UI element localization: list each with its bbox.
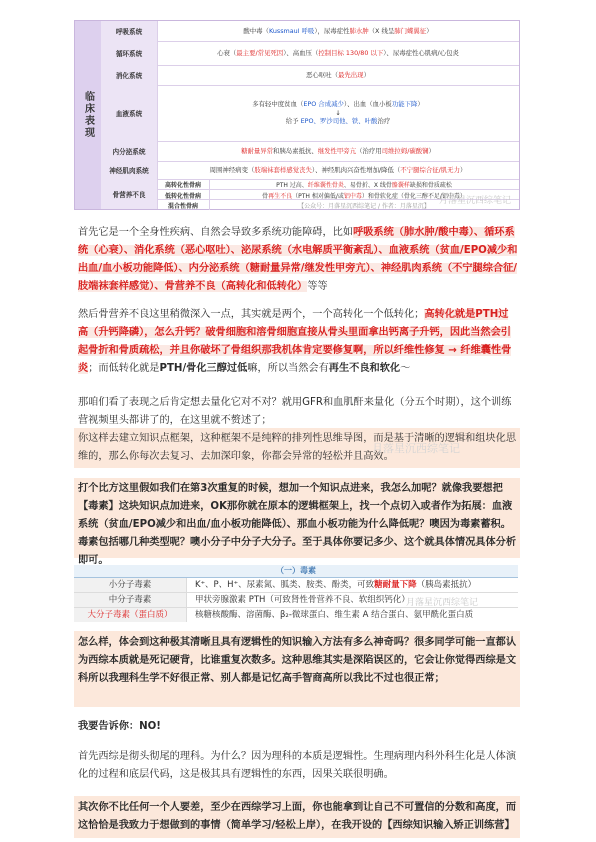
paragraph-framework: 你这样去建立知识点框架，这种框架不是纯粹的排列性思维导图，而是基于清晰的逻辑和组块化思维的，那么你每次去复习、去加深印象，你都会异常的轻松并且高效。 (78, 433, 517, 462)
toxin-name: 大分子毒素（蛋白质） (74, 608, 187, 622)
table-header-cell (75, 21, 102, 209)
unused-10 (74, 477, 520, 563)
sub-row-label: 高转化性骨病 (157, 179, 210, 189)
toxin-value: 甲状旁腺激素 PTH（可致肾性骨营养不良、软组织钙化） (195, 595, 410, 605)
table-row-neuromuscular (101, 161, 519, 180)
toxin-name: 小分子毒素 (74, 578, 187, 592)
clinical-manifestations-table (74, 20, 520, 210)
system-description: 恶心呕吐（最先出现） (306, 70, 370, 79)
sub-row-high-turnover (157, 179, 519, 189)
table-row-respiratory (101, 21, 519, 42)
table-row (74, 578, 518, 593)
system-label: 骨营养不良 (101, 179, 158, 209)
sub-row-label: 混合性骨病 (157, 200, 210, 210)
toxin-name: 中分子毒素 (74, 593, 187, 607)
system-label: 神经肌肉系统 (101, 161, 158, 179)
system-label: 呼吸系统 (101, 21, 158, 41)
paragraph-bone: 然后骨营养不良这里稍微深入一点，其实就是两个，一个高转化一个低转化；高转化就是PTH过高（升钙降磷），怎么升钙？破骨细胞和溶骨细胞直接从骨头里面拿出钙离子升钙，因此当然会引起骨折和骨质疏松，并且你破坏了骨组织那我机体肯定要修复啊，所以纤维性修复 → 纤维囊性骨炎；而低转化就是PTH/骨化三醇过低嘛，所以当然会有再生不良和软化～ (78, 309, 512, 374)
sub-row-label: 低转化性骨病 (157, 190, 210, 200)
paragraph-method: 怎么样，体会到这种极其清晰且具有逻辑性的知识输入方法有多么神奇吗？很多同学可能一直都认为西综本质就是死记硬背，比谁重复次数多。这种思维其实是深陷误区的，它会让你觉得西综是文科所以我理科生学不好很正常、别人都是记忆高手智商高所以我比不过也很正常； (78, 637, 517, 684)
toxin-table-watermark: 月落星沉西综笔记 (405, 598, 478, 608)
paragraph-example-text: 打个比方这里假如我们在第3次重复的时候，想加一个知识点进来，我怎么加呢？就像我要想把【毒素】这块知识点加进来，OK那你就在原本的逻辑框架上，找一个点切入或者作为拓展：血液系统（贫血/EPO减少和出血/血小板功能降低）、那血小板功能为什么降低呢？噢因为毒素蓄积。毒素包括哪几种类型呢？噢小分子中分子大分子。至于具体你要记多少、这个就具体情况具体分析即可。 (78, 483, 517, 566)
table-watermark: 月落星沉西综笔记 (438, 196, 511, 206)
system-description: 酸中毒（Kussmaul 呼吸），尿毒症性肺水肿（X 线呈肺门蝶翼征） (243, 26, 433, 35)
system-description: 多有轻中度贫血（EPO 合成减少）、出血（血小板功能下降） ↓ 给予 EPO、罗沙司他、铁、叶酸治疗 (252, 100, 424, 126)
table-row-endocrine (101, 141, 519, 162)
page-watermark: 月落星沉西综笔记 (372, 442, 460, 455)
system-label: 血液系统 (101, 85, 158, 141)
paragraph-closing: 其次你不比任何一个人要差，至少在西综学习上面，你也能拿到让自己不可置信的分数和高度，而这恰恰是我致力于想做到的事情（简单学习/轻松上岸），在我开设的【西综知识输入矫正训练营】 (78, 802, 517, 831)
toxin-table (74, 565, 518, 619)
down-arrow-icon: ↓ (335, 108, 341, 117)
table-row-circulatory (101, 41, 519, 66)
table-row-blood (101, 85, 519, 142)
table-row-digestive (101, 65, 519, 86)
system-description: 周围神经病变（肢端袜套样感觉丧失）、神经肌肉兴奋性增加/降低（不宁腿综合征/肌无力） (209, 165, 467, 174)
system-description: 糖耐量异常和胰岛素抵抗、继发性甲旁亢（治疗用司维拉姆/碳酸镧） (241, 146, 435, 155)
system-label: 循环系统 (101, 41, 158, 65)
sub-row-description: 【公众号：月落星沉西综笔记 / 作者：月落星沉】 (298, 202, 430, 210)
system-description: 心衰（最主要/常见死因）、高血压（控制目标 130/80 以下）、尿毒症性心肌病/心包炎 (217, 48, 459, 57)
sub-row-description: PTH 过高、 纤维囊性骨炎 、易骨折、X 线骨 骼囊样 缺损和骨质疏松 (276, 181, 452, 189)
system-label: 消化系统 (101, 65, 158, 85)
paragraph-no: 我要告诉你：NO! (78, 721, 161, 732)
table-row (74, 608, 518, 622)
toxin-value: K⁺、P、H⁺、尿素氮、胍类、胺类、酚类，可致糖耐量下降（胰岛素抵抗） (195, 580, 477, 590)
system-label: 内分泌系统 (101, 141, 158, 161)
paragraph-quantify: 那咱们看了表现之后肯定想去量化它对不对？就用GFR和血肌酐来量化（分五个时期），这个训练营视频里头都讲了的，在这里就不赘述了； (78, 397, 512, 426)
table-header-label: 临床表现 (82, 91, 94, 139)
sub-row-description: 骨 再生不良 （PTH 相对偏低/或 铝中毒 ）和骨软化症（骨化三醇不足/铝中毒） (262, 192, 466, 200)
paragraph-systems: 首先它是一个全身性疾病、自然会导致多系统功能障碍，比如呼吸系统（肺水肿/酸中毒）、循环系统（心衰）、消化系统（恶心呕吐）、泌尿系统（水电解质平衡紊乱）、血液系统（贫血/EPO减少和出血/血小板功能降低）、内分泌系统（糖耐量异常/继发性甲旁亢）、神经肌肉系统（不宁腿综合征/肢端袜套样感觉）、骨营养不良（高转化和低转化）等等 (78, 227, 518, 292)
paragraph-science: 首先西综是彻头彻尾的理科。为什么？因为理科的本质是逻辑性。生理病理内科外科生化是人体演化的过程和底层代码，这是极其具有逻辑性的东西，因果关联很明确。 (78, 751, 517, 780)
toxin-value: 核糖核酸酶、溶菌酶、β₂-微球蛋白、维生素 A 结合蛋白、氨甲酰化蛋白质 (195, 610, 474, 620)
toxin-table-title: （一）毒素 (74, 565, 518, 578)
